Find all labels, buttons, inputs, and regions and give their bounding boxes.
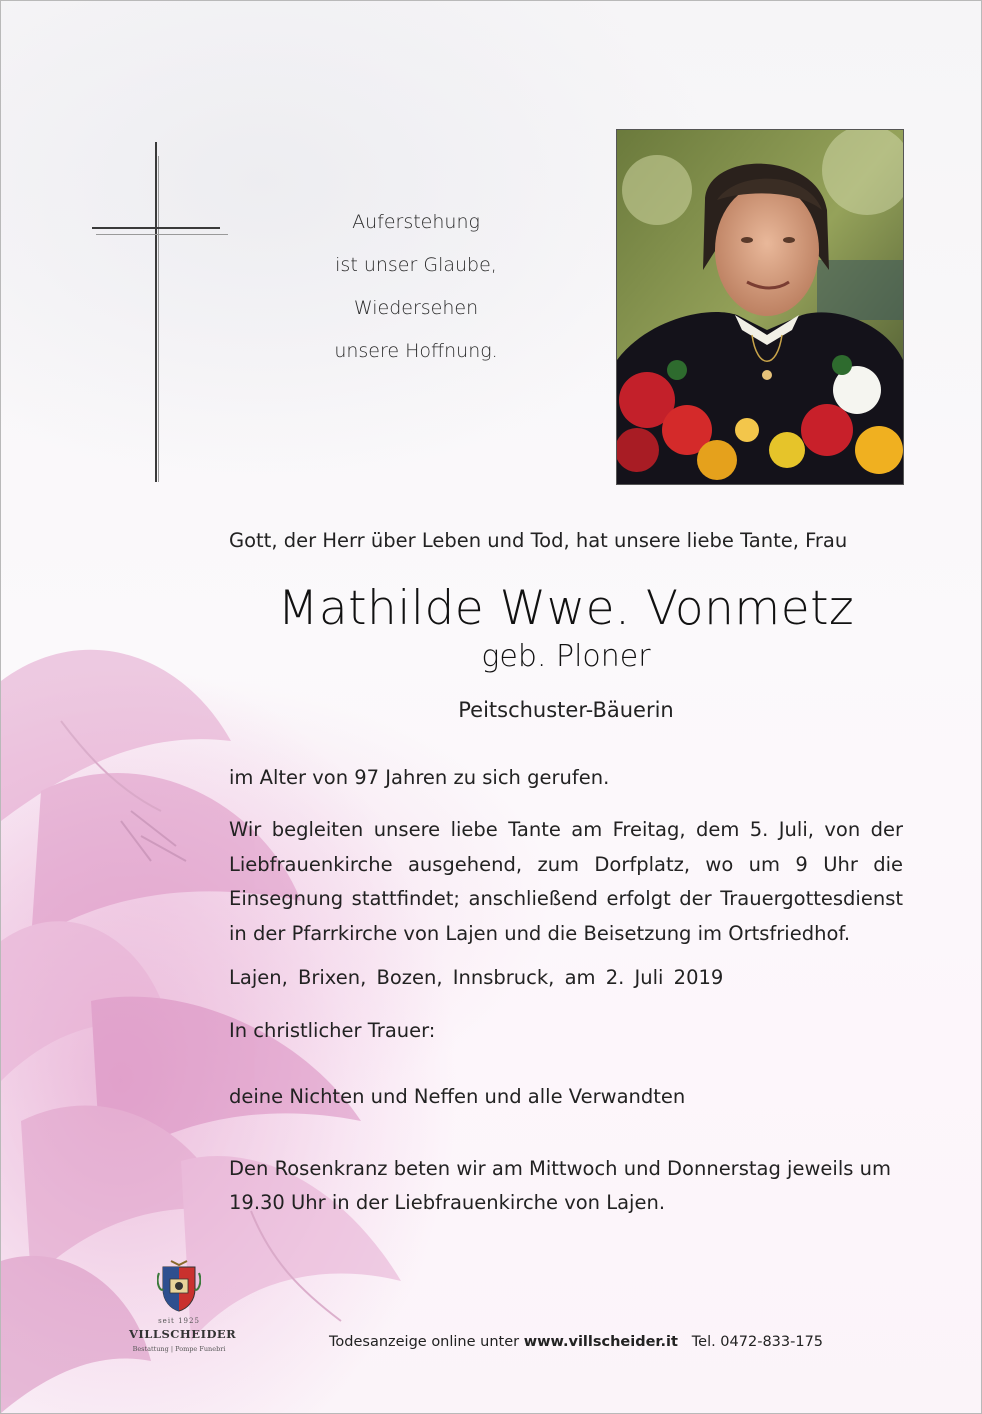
footer-prefix: Todesanzeige online unter (329, 1334, 520, 1350)
cross-beam (92, 227, 220, 229)
cross-shadow-vertical (158, 156, 159, 482)
crest-icon (157, 1259, 201, 1313)
villscheider-logo (129, 1259, 237, 1369)
cross-icon (155, 142, 157, 482)
footer (329, 1334, 823, 1350)
place-date: Lajen, Brixen, Bozen, Innsbruck, am 2. Juli 2019 (229, 966, 724, 989)
rosary-text: Den Rosenkranz beten wir am Mittwoch und Donnerstag jeweils um 19.30 Uhr in der Liebfrauenkirche von Lajen. (229, 1157, 891, 1214)
motto-line: unsere Hoffnung. (334, 340, 498, 362)
cross-shadow-horizontal (96, 234, 228, 235)
logo-subtitle: Bestattung | Pompe Funebri (132, 1345, 226, 1353)
logo-name: VILLSCHEIDER (129, 1327, 237, 1341)
mourning-intro: In christlicher Trauer: (229, 1019, 436, 1042)
funeral-text: Wir begleiten unsere liebe Tante am Freitag, dem 5. Juli, von der Liebfrauenkirche ausgehend, zum Dorfplatz, wo um 9 Uhr die Einsegnung stattfindet; anschließend erfolgt der Trauergottesdienst in der Pfarrkirche von Lajen und die Beisetzung im Ortsfriedhof. (229, 818, 903, 945)
motto-line: Auferstehung (352, 211, 480, 233)
logo-since: seit 1925 (158, 1317, 200, 1325)
deceased-role: Peitschuster-Bäuerin (458, 698, 674, 722)
portrait-photo (616, 129, 904, 485)
motto (301, 201, 531, 373)
intro-text: Gott, der Herr über Leben und Tod, hat unsere liebe Tante, Frau (229, 529, 848, 552)
mourners: deine Nichten und Neffen und alle Verwandten (229, 1085, 686, 1108)
birth-name: geb. Ploner (481, 639, 651, 674)
motto-line: Wiedersehen (353, 297, 479, 319)
deceased-name: Mathilde Wwe. Vonmetz (277, 581, 855, 636)
footer-phone: Tel. 0472-833-175 (691, 1334, 824, 1350)
motto-line: ist unser Glaube, (335, 254, 497, 276)
age-line: im Alter von 97 Jahren zu sich gerufen. (229, 766, 610, 789)
footer-url-link[interactable]: www.villscheider.it (523, 1334, 678, 1350)
